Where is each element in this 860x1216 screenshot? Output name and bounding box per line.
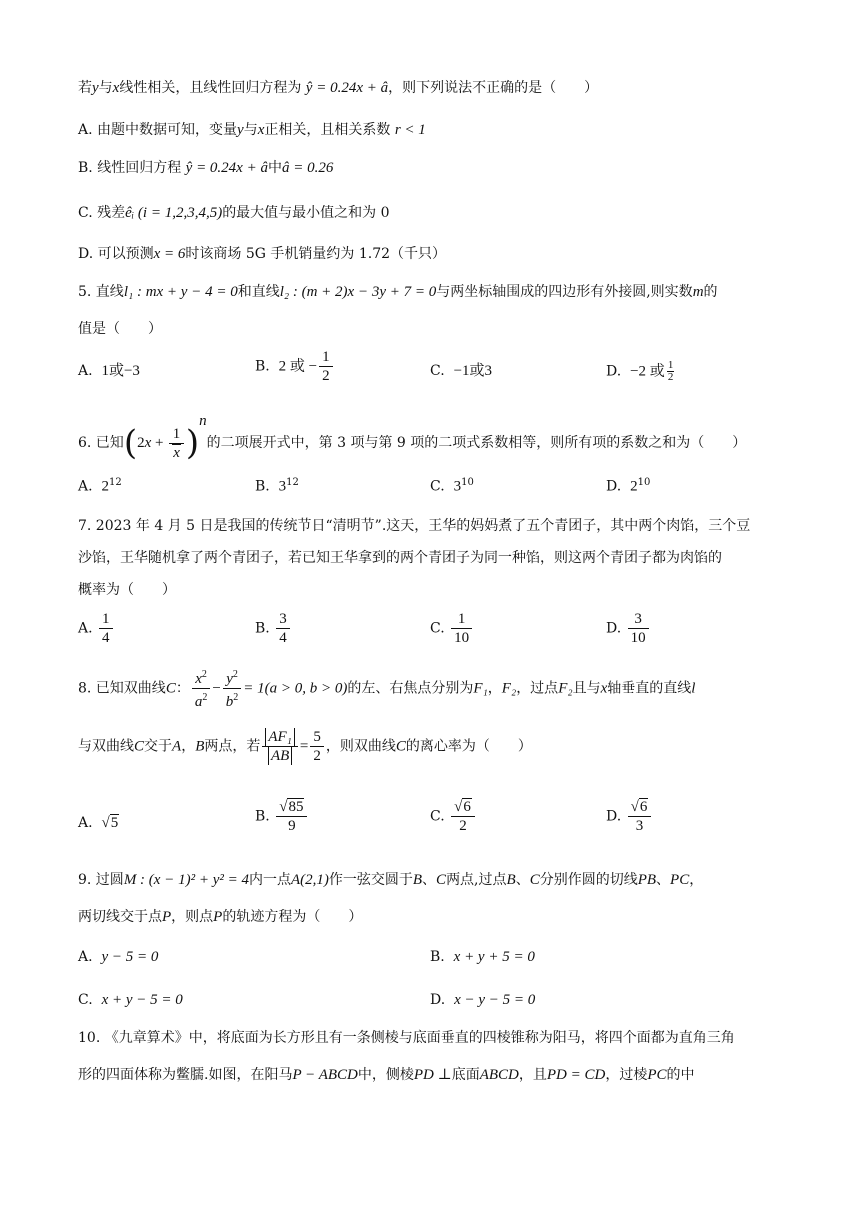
q9-option-b[interactable]: B. x + y + 5 = 0	[430, 949, 535, 965]
q8-option-a[interactable]: A. √5	[78, 815, 119, 831]
q7-stem-line1: 7. 2023 年 4 月 5 日是我国的传统节日“清明节”.这天，王华的妈妈煮了五个青团子，其中两个肉馅，三个豆	[78, 518, 751, 534]
q9-option-d[interactable]: D. x − y − 5 = 0	[430, 992, 536, 1008]
q6-option-a[interactable]: A. $2^{12}$	[78, 477, 122, 495]
q5-option-a[interactable]: A. 1或−3	[78, 363, 140, 379]
q5-option-c[interactable]: C. −1或3	[430, 363, 493, 379]
q4-option-c[interactable]: C. 残差êᵢ (i = 1,2,3,4,5)的最大值与最小值之和为 0	[78, 205, 390, 221]
q9-stem-line2: 两切线交于点P，则点P的轨迹方程为（ ）	[78, 909, 363, 925]
q6-option-d[interactable]: D. $2^{10}$	[606, 477, 651, 495]
q7-option-a[interactable]: A. $\frac{1}{4}$	[78, 610, 115, 647]
q7-stem-line3: 概率为（ ）	[78, 582, 176, 598]
q4-stem: 若y与x线性相关，且线性回归方程为 ŷ = 0.24x + â，则下列说法不正确的是（ ）	[78, 80, 599, 96]
q8-stem-line1: 8. 已知双曲线C： $\frac{x^2}{a^2}$ − $\frac{y^2}{b^2}$ = 1(a > 0, b > 0)的左、右焦点分别为F₁，F₂，过点F₂且与x轴垂直的直线l	[78, 669, 696, 710]
q8-option-d[interactable]: D. $\frac{√6}{3}$	[606, 798, 653, 835]
q7-option-c[interactable]: C. $\frac{1}{10}$	[430, 610, 474, 647]
q8-option-c[interactable]: C. $\frac{√6}{2}$	[430, 798, 477, 835]
q4-option-a[interactable]: A. 由题中数据可知，变量y与x正相关，且相关系数 r < 1	[78, 122, 426, 138]
q9-option-a[interactable]: A. y − 5 = 0	[78, 949, 159, 965]
q7-option-d[interactable]: D. $\frac{3}{10}$	[606, 610, 651, 647]
q10-stem-line2: 形的四面体称为鳖臑.如图，在阳马P − ABCD中，侧棱PD ⊥底面ABCD，且PD = CD，过棱PC的中	[78, 1067, 695, 1083]
q8-option-b[interactable]: B. $\frac{√85}{9}$	[255, 798, 309, 835]
q5-stem-line2: 值是（ ）	[78, 321, 162, 337]
q10-stem-line1: 10. 《九章算术》中，将底面为长方形且有一条侧棱与底面垂直的四棱锥称为阳马，将四个面都为直角三角	[78, 1030, 735, 1046]
q4-option-d[interactable]: D. 可以预测x = 6时该商场 5G 手机销量约为 1.72（千只）	[78, 246, 447, 262]
q5-stem: 5. 直线l₁ : mx + y − 4 = 0和直线l₂ : (m + 2)x − 3y + 7 = 0与两坐标轴围成的四边形有外接圆,则实数m的	[78, 284, 718, 300]
q7-stem-line2: 沙馅，王华随机拿了两个青团子，若已知王华拿到的两个青团子为同一种馅，则这两个青团子都为肉馅的	[78, 550, 722, 566]
q4-regression-equation: ŷ = 0.24x + â	[305, 80, 389, 96]
q4-option-b[interactable]: B. 线性回归方程 ŷ = 0.24x + â中â = 0.26	[78, 160, 334, 176]
q9-stem-line1: 9. 过圆M : (x − 1)² + y² = 4内一点A(2,1)作一弦交圆于B、C两点,过点B、C分别作圆的切线PB、PC，	[78, 872, 704, 888]
q9-option-c[interactable]: C. x + y − 5 = 0	[78, 992, 183, 1008]
q7-option-b[interactable]: B. $\frac{3}{4}$	[255, 610, 292, 647]
q5-option-d[interactable]: D. −2 或 $\frac{1}{2}$	[606, 359, 674, 383]
q6-stem: 6. 已知(2x + $\frac{1}{x}$ )$^n$的二项展开式中，第 3 项与第 9 项的二项式系数相等，则所有项的系数之和为（ ）	[78, 413, 747, 463]
q8-stem-line2: 与双曲线C交于A，B两点，若 $\frac{\text{AF₁}}{AB}$ = $\frac{5}{2}$ ，则双曲线C的离心率为（ ）	[78, 729, 532, 764]
q6-option-b[interactable]: B. $3^{12}$	[255, 477, 299, 495]
q6-option-c[interactable]: C. $3^{10}$	[430, 477, 474, 495]
q5-option-b[interactable]: B. 2 或 − $\frac{1}{2}$	[255, 348, 335, 385]
